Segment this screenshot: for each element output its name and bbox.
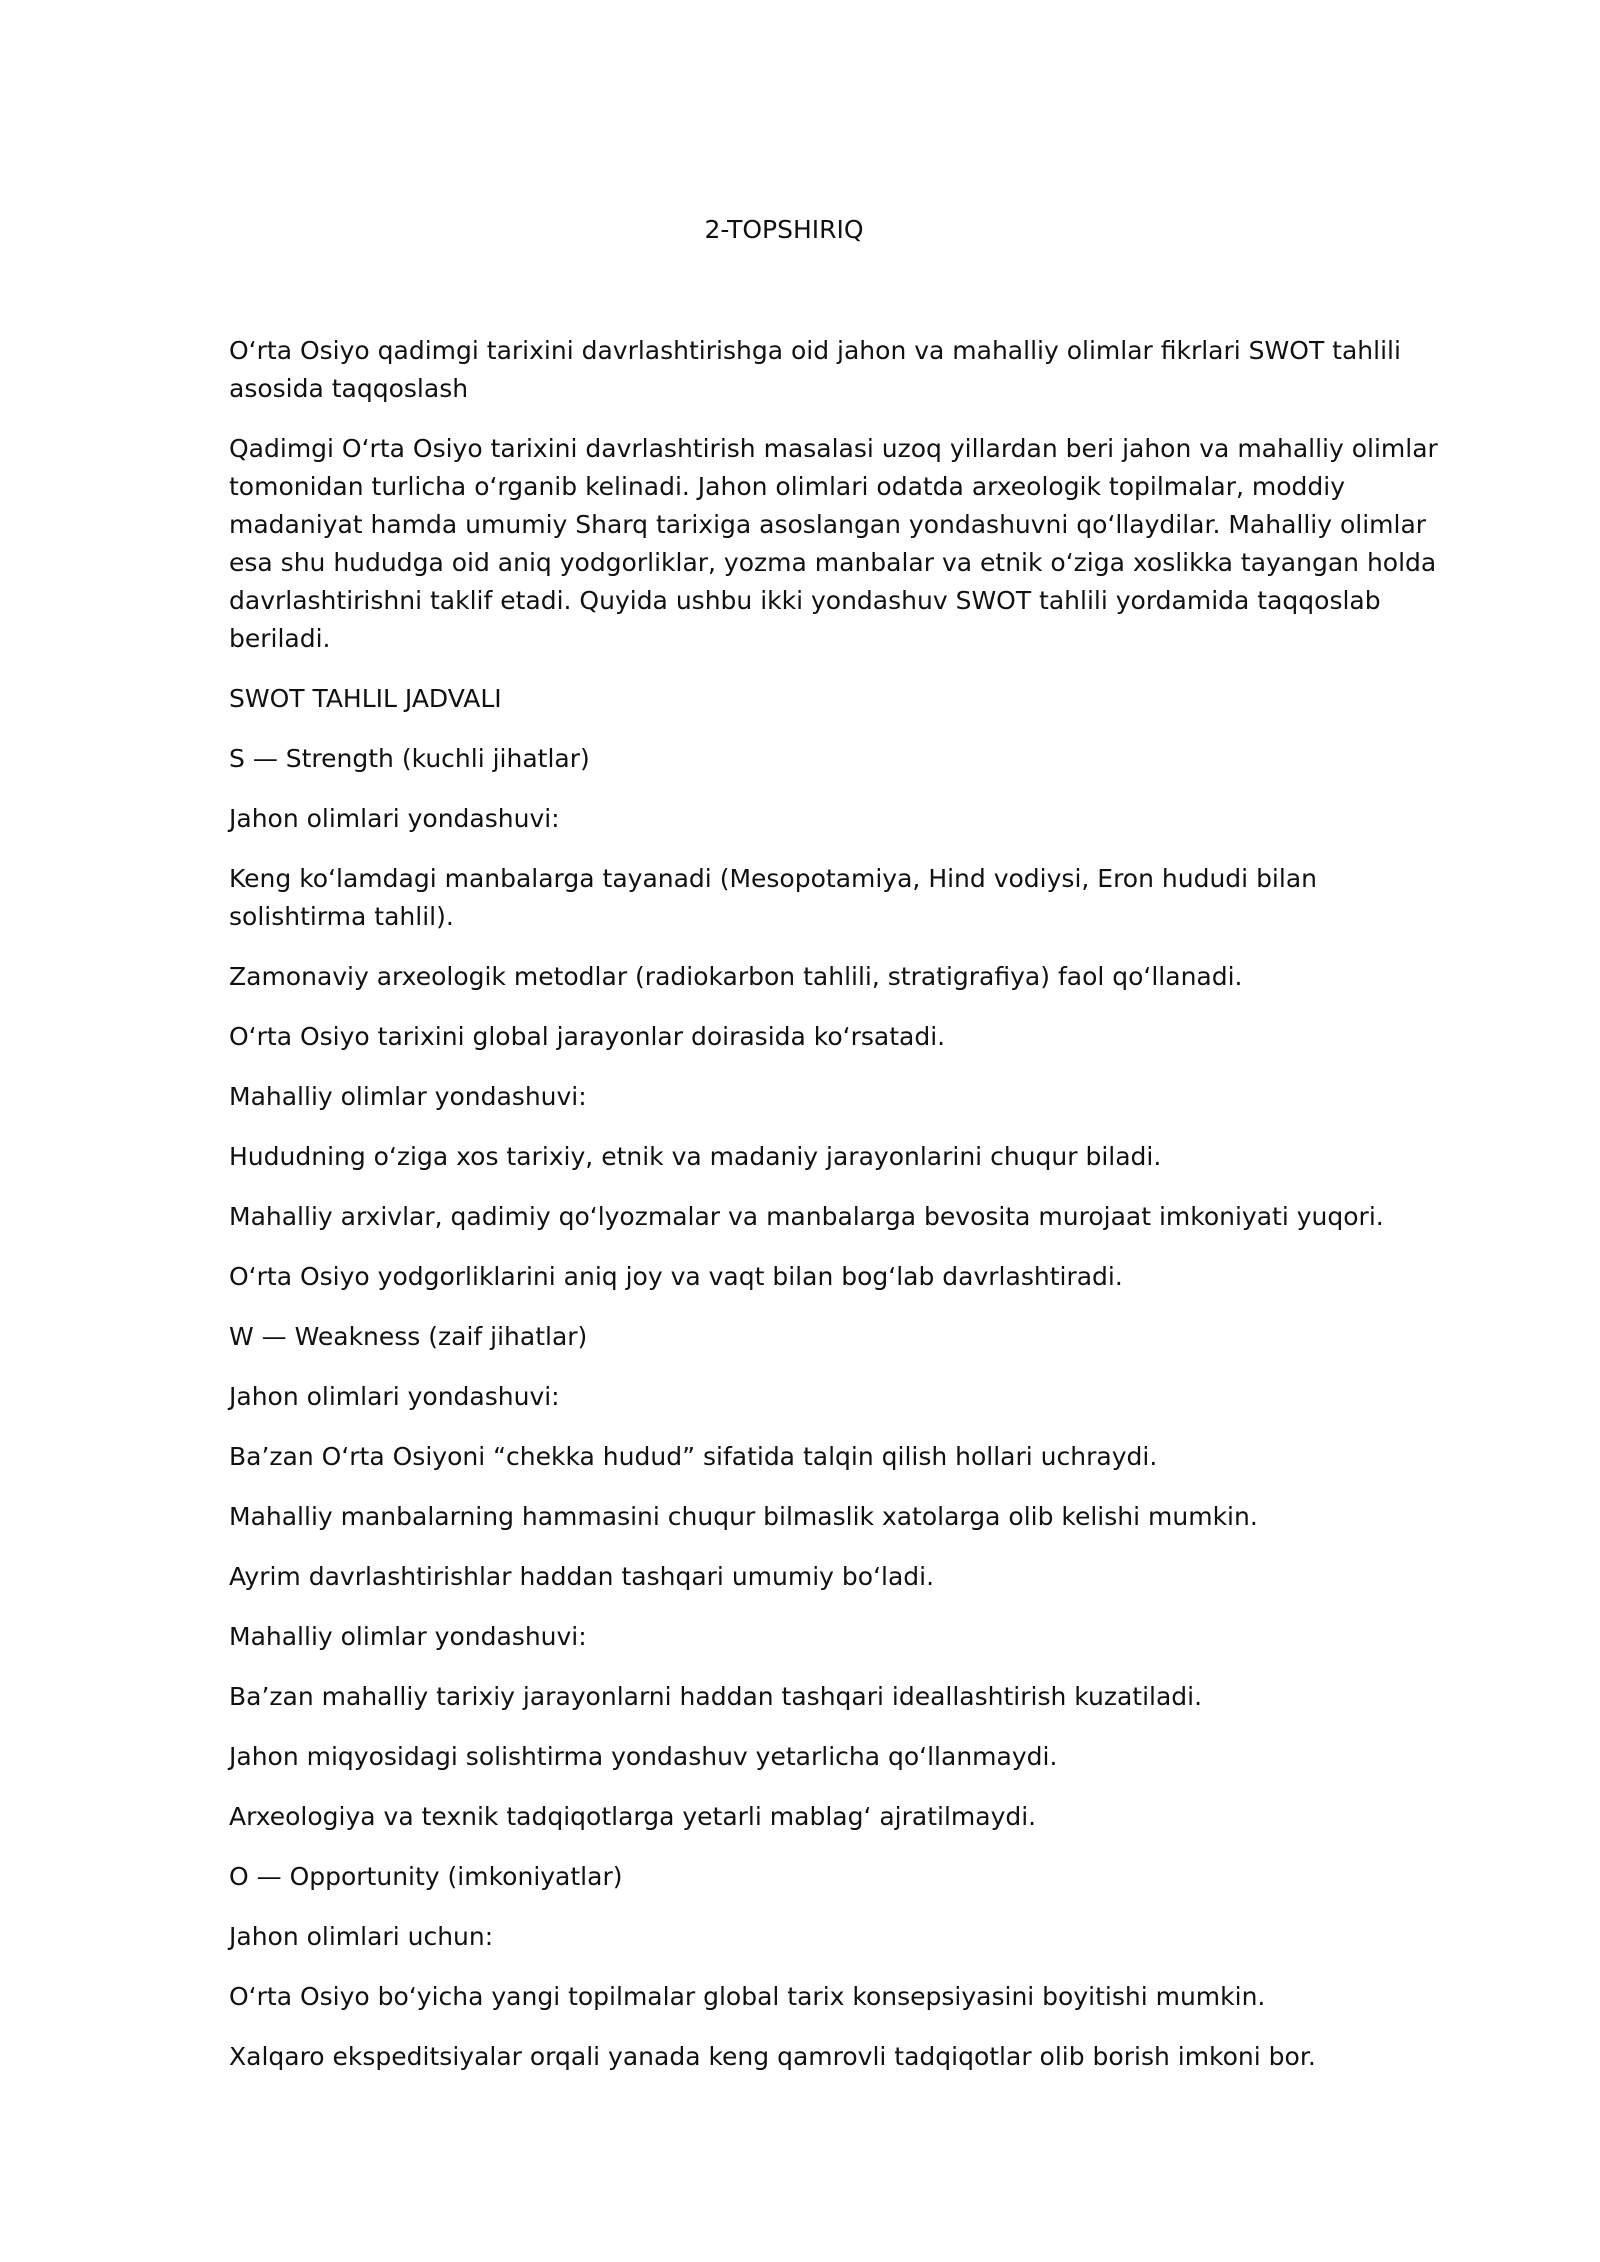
- subheading-local-scholars: Mahalliy olimlar yondashuvi:: [229, 1082, 587, 1111]
- paragraph: O‘rta Osiyo bo‘yicha yangi topilmalar global tarix konsepsiyasini boyitishi mumkin.: [229, 1982, 1266, 2011]
- section-heading-opportunity: O — Opportunity (imkoniyatlar): [229, 1862, 623, 1891]
- section-heading-weakness: W — Weakness (zaif jihatlar): [229, 1322, 588, 1351]
- paragraph: Arxeologiya va texnik tadqiqotlarga yetarli mablag‘ ajratilmaydi.: [229, 1802, 1037, 1831]
- subheading-global-scholars: Jahon olimlari yondashuvi:: [229, 804, 560, 833]
- paragraph: Jahon miqyosidagi solishtirma yondashuv yetarlicha qo‘llanmaydi.: [229, 1742, 1058, 1771]
- topic-paragraph: O‘rta Osiyo qadimgi tarixini davrlashtirishga oid jahon va mahalliy olimlar fikrlari SWOT tahlili asosida taqqoslash: [229, 336, 1401, 403]
- paragraph: Zamonaviy arxeologik metodlar (radiokarbon tahlili, stratigrafiya) faol qo‘llanadi.: [229, 962, 1243, 991]
- document-title: 2-TOPSHIRIQ: [704, 215, 864, 244]
- paragraph: Hududning o‘ziga xos tarixiy, etnik va madaniy jarayonlarini chuqur biladi.: [229, 1142, 1162, 1171]
- paragraph: Mahalliy arxivlar, qadimiy qo‘lyozmalar va manbalarga bevosita murojaat imkoniyati yuqori.: [229, 1202, 1384, 1231]
- paragraph: Ba’zan mahalliy tarixiy jarayonlarni haddan tashqari ideallashtirish kuzatiladi.: [229, 1682, 1203, 1711]
- paragraph: Ba’zan O‘rta Osiyoni “chekka hudud” sifatida talqin qilish hollari uchraydi.: [229, 1442, 1158, 1471]
- paragraph: O‘rta Osiyo tarixini global jarayonlar doirasida ko‘rsatadi.: [229, 1022, 946, 1051]
- intro-paragraph: Qadimgi O‘rta Osiyo tarixini davrlashtirish masalasi uzoq yillardan beri jahon va mahalliy olimlar tomonidan turlicha o‘rganib kelinadi. Jahon olimlari odatda arxeologik topilmalar, moddiy madaniyat hamda umumiy Sharq tarixiga asoslangan yondashuvni qo‘llaydilar. Mahalliy olimlar esa shu hududga oid aniq yodgorliklar, yozma manbalar va etnik o‘ziga xoslikka tayangan holda davrlashtirishni taklif etadi. Quyida ushbu ikki yondashuv SWOT tahlili yordamida taqqoslab beriladi.: [229, 434, 1438, 653]
- subheading-local-scholars: Mahalliy olimlar yondashuvi:: [229, 1622, 587, 1651]
- paragraph: Mahalliy manbalarning hammasini chuqur bilmaslik xatolarga olib kelishi mumkin.: [229, 1502, 1258, 1531]
- document-body: [229, 332, 1454, 2098]
- paragraph: Xalqaro ekspeditsiyalar orqali yanada keng qamrovli tadqiqotlar olib borish imkoni bor.: [229, 2042, 1316, 2071]
- paragraph: O‘rta Osiyo yodgorliklarini aniq joy va vaqt bilan bog‘lab davrlashtiradi.: [229, 1262, 1123, 1291]
- paragraph: Ayrim davrlashtirishlar haddan tashqari umumiy bo‘ladi.: [229, 1562, 935, 1591]
- subheading-global-scholars: Jahon olimlari yondashuvi:: [229, 1382, 560, 1411]
- table-heading: SWOT TAHLIL JADVALI: [229, 684, 502, 713]
- section-heading-strength: S — Strength (kuchli jihatlar): [229, 744, 590, 773]
- paragraph: Keng ko‘lamdagi manbalarga tayanadi (Mesopotamiya, Hind vodiysi, Eron hududi bilan solishtirma tahlil).: [229, 864, 1317, 931]
- subheading-global-scholars: Jahon olimlari uchun:: [229, 1922, 494, 1951]
